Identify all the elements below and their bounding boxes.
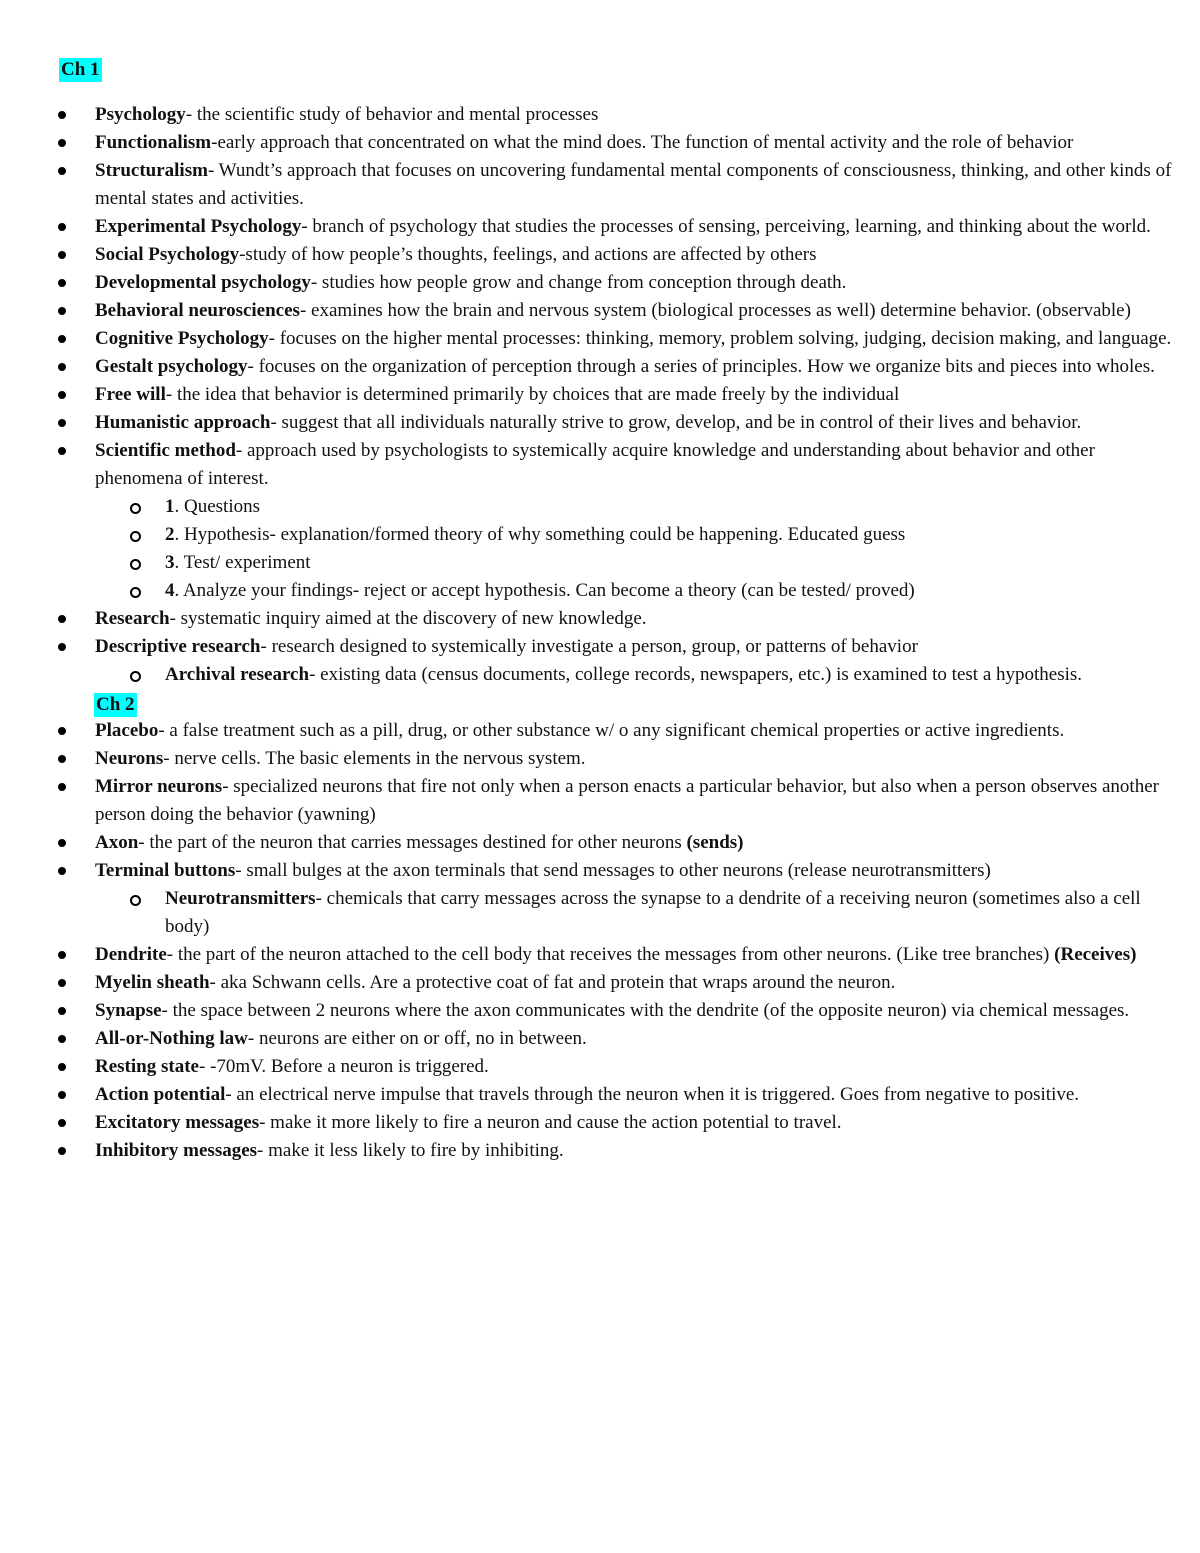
list-item [0, 129, 1200, 157]
term: Excitatory messages [95, 1112, 260, 1133]
bullet-icon [58, 615, 66, 623]
term: Scientific method [95, 440, 236, 461]
term: 4 [165, 580, 175, 601]
list-item [0, 213, 1200, 241]
term: Synapse [95, 1000, 162, 1021]
hollow-bullet-icon [130, 531, 141, 542]
sub-list-item [0, 885, 1200, 941]
list-item [0, 605, 1200, 633]
bullet-icon [58, 643, 66, 651]
bullet-icon [58, 1063, 66, 1071]
list-item [0, 437, 1200, 493]
list-item [0, 997, 1200, 1025]
bullet-icon [58, 363, 66, 371]
definition: - a false treatment such as a pill, drug, or other substance w/ o any significant chemical properties or active ingredients. [158, 720, 1065, 741]
definition: - studies how people grow and change from conception through death. [310, 272, 847, 293]
bullet-icon [58, 783, 66, 791]
definition: - existing data (census documents, college records, newspapers, etc.) is examined to test a hypothesis. [309, 664, 1083, 685]
definition: - small bulges at the axon terminals that send messages to other neurons (release neurotransmitters) [235, 860, 991, 881]
definition: - approach used by psychologists to systemically acquire knowledge and understanding about behavior and other phenomena of interest. [95, 440, 1095, 489]
definition: - specialized neurons that fire not only when a person enacts a particular behavior, but also when a person observes another person doing the behavior (yawning) [95, 776, 1159, 825]
bullet-icon [58, 1091, 66, 1099]
bullet-icon [58, 419, 66, 427]
definition: - Wundt’s approach that focuses on uncovering fundamental mental components of consciousness, thinking, and other kinds of mental states and activities. [95, 160, 1172, 209]
definition: - branch of psychology that studies the processes of sensing, perceiving, learning, and thinking about the world. [301, 216, 1151, 237]
ch2-term-list [0, 717, 1200, 1165]
term: Mirror neurons [95, 776, 223, 797]
term: Dendrite [95, 944, 167, 965]
term: Action potential [95, 1084, 226, 1105]
definition: - an electrical nerve impulse that travels through the neuron when it is triggered. Goes from negative to positive. [225, 1084, 1080, 1105]
bullet-icon [58, 251, 66, 259]
term: Archival research [165, 664, 310, 685]
list-item [0, 773, 1200, 829]
list-item [0, 325, 1200, 353]
bullet-icon [58, 867, 66, 875]
term: 2 [165, 524, 175, 545]
term: Behavioral neurosciences [95, 300, 300, 321]
term: Placebo [95, 720, 159, 741]
term: Experimental Psychology [95, 216, 302, 237]
term: Humanistic approach [95, 412, 271, 433]
definition: - the part of the neuron attached to the cell body that receives the messages from other neurons. (Like tree branches) [166, 944, 1055, 965]
term: Inhibitory messages [95, 1140, 258, 1161]
term: Psychology [95, 104, 186, 125]
bullet-icon [58, 307, 66, 315]
term: Gestalt psychology [95, 356, 248, 377]
definition: - suggest that all individuals naturally strive to grow, develop, and be in control of their lives and behavior. [270, 412, 1082, 433]
list-item [0, 297, 1200, 325]
list-item [0, 157, 1200, 213]
definition: -study of how people’s thoughts, feelings, and actions are affected by others [239, 244, 817, 265]
bullet-icon [58, 167, 66, 175]
term: Myelin sheath [95, 972, 210, 993]
bullet-icon [58, 111, 66, 119]
definition: -early approach that concentrated on what the mind does. The function of mental activity and the role of behavior [211, 132, 1074, 153]
definition: . Hypothesis- explanation/formed theory of why something could be happening. Educated guess [174, 524, 906, 545]
bullet-icon [58, 727, 66, 735]
definition: - neurons are either on or off, no in between. [247, 1028, 587, 1049]
sub-list-item [0, 549, 1200, 577]
term: Structuralism [95, 160, 208, 181]
term: Functionalism [95, 132, 212, 153]
hollow-bullet-icon [130, 503, 141, 514]
term: Descriptive research [95, 636, 261, 657]
term: Research [95, 608, 170, 629]
bullet-icon [58, 979, 66, 987]
sub-list-item [0, 661, 1200, 689]
definition: - -70mV. Before a neuron is triggered. [198, 1056, 489, 1077]
list-item [0, 241, 1200, 269]
list-item [0, 353, 1200, 381]
bullet-icon [58, 1007, 66, 1015]
definition: - examines how the brain and nervous system (biological processes as well) determine behavior. (observable) [299, 300, 1131, 321]
definition: - the scientific study of behavior and mental processes [185, 104, 599, 125]
sub-list-item [0, 493, 1200, 521]
list-item [0, 857, 1200, 885]
list-item [0, 1081, 1200, 1109]
definition: - focuses on the organization of perception through a series of principles. How we organize bits and pieces into wholes. [247, 356, 1155, 377]
term: Free will [95, 384, 166, 405]
list-item [0, 1109, 1200, 1137]
term: Developmental psychology [95, 272, 311, 293]
bullet-icon [58, 391, 66, 399]
list-item [0, 717, 1200, 745]
bullet-icon [58, 139, 66, 147]
term: Neurons [95, 748, 164, 769]
definition: - chemicals that carry messages across the synapse to a dendrite of a receiving neuron (sometimes also a cell body) [165, 888, 1141, 937]
term: Cognitive Psychology [95, 328, 269, 349]
definition: - aka Schwann cells. Are a protective coat of fat and protein that wraps around the neuron. [209, 972, 896, 993]
definition: . Test/ experiment [174, 552, 311, 573]
definition: - nerve cells. The basic elements in the nervous system. [163, 748, 586, 769]
list-item [0, 1053, 1200, 1081]
ch1-term-list [0, 101, 1200, 689]
term: All-or-Nothing law [95, 1028, 248, 1049]
bullet-icon [58, 447, 66, 455]
hollow-bullet-icon [130, 671, 141, 682]
bullet-icon [58, 839, 66, 847]
list-item [0, 969, 1200, 997]
bullet-icon [58, 951, 66, 959]
emphasis: (sends) [686, 832, 744, 853]
term: Axon [95, 832, 139, 853]
list-item [0, 1025, 1200, 1053]
hollow-bullet-icon [130, 587, 141, 598]
list-item [0, 633, 1200, 661]
definition: - research designed to systemically investigate a person, group, or patterns of behavior [260, 636, 918, 657]
term: Social Psychology [95, 244, 240, 265]
hollow-bullet-icon [130, 559, 141, 570]
sub-list-item [0, 521, 1200, 549]
definition: . Analyze your findings- reject or accept hypothesis. Can become a theory (can be tested/ proved) [174, 580, 915, 601]
list-item [0, 381, 1200, 409]
bullet-icon [58, 1035, 66, 1043]
definition: - make it more likely to fire a neuron and cause the action potential to travel. [259, 1112, 842, 1133]
bullet-icon [58, 1119, 66, 1127]
definition: - make it less likely to fire by inhibiting. [257, 1140, 564, 1161]
term: 1 [165, 496, 175, 517]
list-item [0, 745, 1200, 773]
term: 3 [165, 552, 175, 573]
definition: - the part of the neuron that carries messages destined for other neurons [138, 832, 687, 853]
term: Neurotransmitters [165, 888, 316, 909]
definition: - systematic inquiry aimed at the discovery of new knowledge. [169, 608, 647, 629]
list-item [0, 269, 1200, 297]
term: Resting state [95, 1056, 199, 1077]
bullet-icon [58, 1147, 66, 1155]
definition: - the idea that behavior is determined primarily by choices that are made freely by the individual [165, 384, 900, 405]
list-item [0, 101, 1200, 129]
definition: - the space between 2 neurons where the axon communicates with the dendrite (of the opposite neuron) via chemical messages. [161, 1000, 1130, 1021]
list-item [0, 409, 1200, 437]
section-heading-ch1: Ch 1 [61, 59, 100, 80]
hollow-bullet-icon [130, 895, 141, 906]
bullet-icon [58, 279, 66, 287]
bullet-icon [58, 223, 66, 231]
bullet-icon [58, 755, 66, 763]
bullet-icon [58, 335, 66, 343]
definition: - focuses on the higher mental processes: thinking, memory, problem solving, judging, decision making, and language. [268, 328, 1172, 349]
term: Terminal buttons [95, 860, 236, 881]
sub-list-item [0, 577, 1200, 605]
list-item [0, 941, 1200, 969]
emphasis: (Receives) [1054, 944, 1137, 965]
section-heading-ch2: Ch 2 [96, 694, 135, 715]
list-item [0, 829, 1200, 857]
list-item [0, 1137, 1200, 1165]
definition: . Questions [174, 496, 260, 517]
